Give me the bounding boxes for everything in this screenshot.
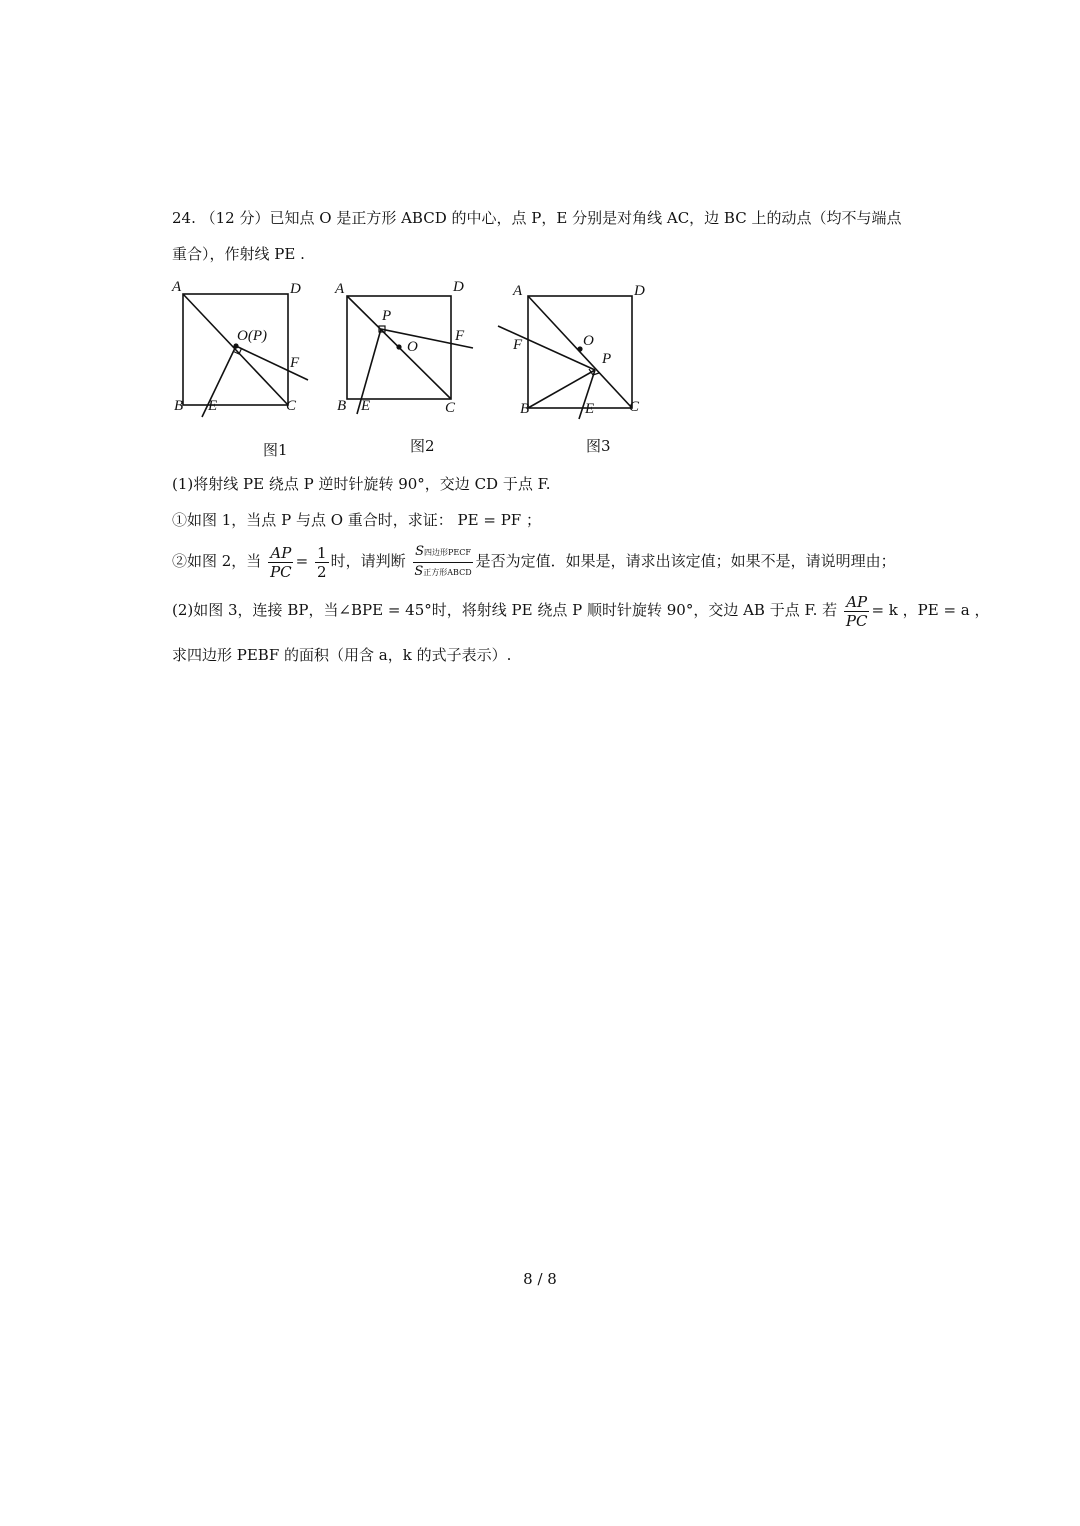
problem-stem-line1: [172, 206, 901, 230]
part1-question2: [172, 542, 896, 582]
figure-3-label-a: A: [513, 283, 523, 299]
part1-intro-text: (1)将射线 PE 绕点 P 逆时针旋转 90°，交边 CD 于点 F.: [172, 475, 551, 493]
figure-2-label-c: C: [445, 400, 456, 416]
figure-1-label-a: A: [172, 279, 182, 295]
part2-text-b: = k ，PE = a ，: [871, 601, 990, 619]
figure-2-label-p: P: [382, 308, 392, 324]
figure-1-caption: 图1: [263, 441, 288, 459]
part1-q2-prefix: ②如图 2，当: [172, 552, 262, 570]
problem-number: 24.: [172, 209, 196, 227]
figure-1-label-d: D: [290, 281, 301, 297]
part2-ratio-numerator: AP: [846, 592, 868, 611]
part2-line2: [172, 643, 511, 667]
figure-1-label-f: F: [290, 355, 300, 371]
part2-line1: [172, 591, 990, 630]
figure-1-label-b: B: [174, 398, 184, 414]
part1-intro: [172, 472, 550, 496]
ratio-ap-pc-denominator: PC: [270, 562, 292, 581]
problem-stem-text-1: 已知点 O 是正方形 ABCD 的中心，点 P，E 分别是对角线 AC，边 BC 上的动点（均不与端点: [269, 209, 902, 227]
ratio-one-half-numerator: 1: [317, 543, 327, 562]
figure-3-label-d: D: [634, 283, 645, 299]
page-number: 8 / 8: [523, 1270, 557, 1288]
figure-2: [325, 275, 485, 465]
area-ratio-denominator-sub: 正方形ABCD: [423, 567, 472, 577]
figure-2-label-o: O: [407, 339, 418, 355]
part2-ratio-denominator: PC: [845, 611, 868, 630]
part2-text-line2: 求四边形 PEBF 的面积（用含 a，k 的式子表示）.: [172, 646, 512, 664]
part1-q2-middle: 时，请判断: [330, 552, 406, 570]
ratio-one-half-denominator: 2: [317, 562, 327, 581]
part1-q2-suffix: 是否为定值．如果是，请求出该定值；如果不是，请说明理由；: [475, 552, 896, 570]
figure-1-label-op: O(P): [237, 328, 267, 344]
part1-q1-text: ①如图 1，当点 P 与点 O 重合时，求证： PE = PF ；: [172, 511, 541, 529]
problem-stem-line2: [172, 242, 305, 266]
figure-3-label-f: F: [513, 337, 523, 353]
figure-1-label-c: C: [286, 398, 297, 414]
figure-1-label-e: E: [208, 398, 218, 414]
figure-3-label-p: P: [602, 351, 612, 367]
figure-2-label-b: B: [337, 398, 347, 414]
figure-3-label-c: C: [629, 399, 640, 415]
part2-text-a: (2)如图 3，连接 BP，当∠BPE = 45°时，将射线 PE 绕点 P 顺时针旋转 90°，交边 AB 于点 F. 若: [172, 601, 838, 619]
figure-3-label-o: O: [583, 333, 594, 349]
figure-2-label-d: D: [453, 279, 464, 295]
ratio-ap-pc-numerator: AP: [270, 543, 292, 562]
figure-3-label-b: B: [520, 401, 530, 417]
figure-3-caption: 图3: [586, 437, 611, 455]
area-ratio-denominator-s: S: [414, 563, 424, 579]
part1-q2-equals: =: [295, 552, 309, 570]
ratio-ap-pc: [268, 544, 294, 581]
ratio-one-half: [315, 544, 329, 581]
part2-ratio-ap-pc: [844, 593, 870, 630]
figure-2-label-e: E: [361, 398, 371, 414]
area-ratio-numerator: [413, 543, 473, 563]
figure-2-label-f: F: [455, 328, 465, 344]
figure-2-label-a: A: [335, 281, 345, 297]
area-ratio-numerator-s: S: [415, 543, 424, 559]
figure-2-diagram: [325, 275, 485, 465]
figure-3-diagram: [495, 275, 665, 465]
problem-stem-text-2: 重合），作射线 PE .: [172, 245, 305, 263]
figure-2-caption: 图2: [410, 437, 435, 455]
figure-3: [495, 275, 665, 465]
figure-3-label-e: E: [585, 401, 595, 417]
area-ratio-numerator-sub: 四边形PECF: [424, 547, 471, 557]
part1-question1: [172, 508, 541, 532]
figure-1: [160, 275, 320, 465]
problem-points: （12 分）: [200, 209, 270, 227]
area-ratio-denominator: [412, 563, 473, 582]
area-ratio: [412, 543, 473, 582]
